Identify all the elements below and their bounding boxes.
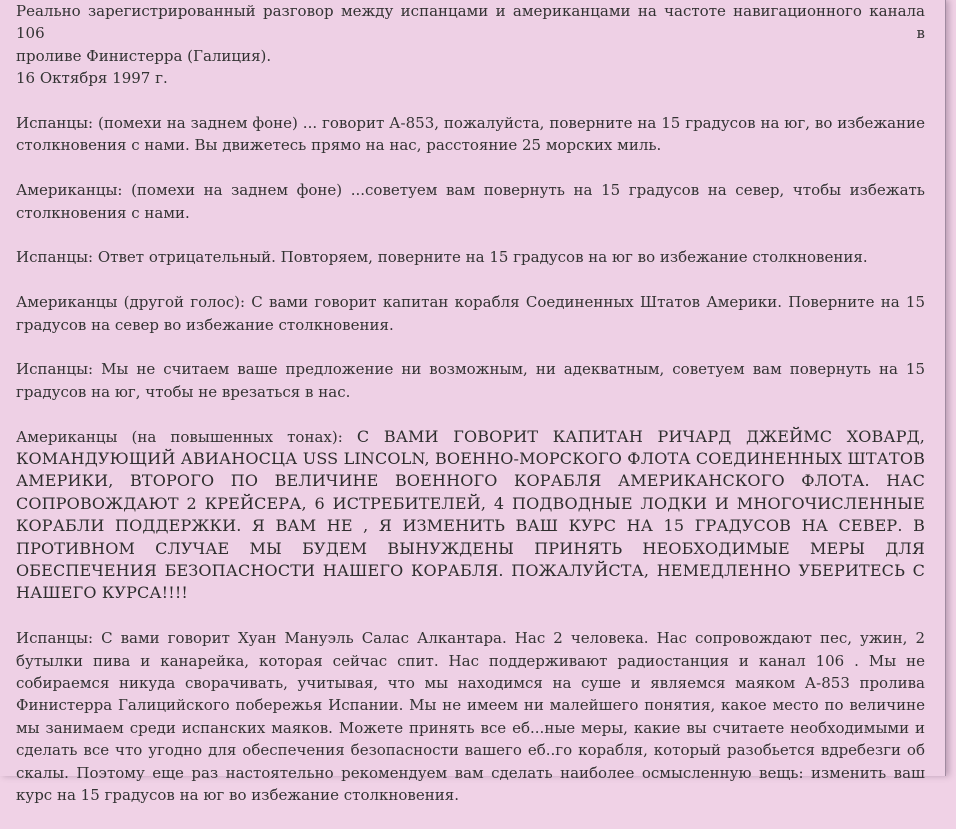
dialogue-text: Ответ отрицательный. Повторяем, поверните на 15 градусов на юг во избежание столкновения. (97, 248, 868, 267)
dialogue-paragraph-4 (16, 291, 925, 336)
speaker-label: Испанцы: (16, 114, 94, 133)
dialogue-paragraph-1 (16, 112, 925, 157)
intro-line-2: проливе Финистерра (Галиция). (16, 46, 272, 65)
dialogue-text: (другой голос): С вами говорит капитан корабля Соединенных Штатов Америки. Поверните на 15 градусов на север во избежание столкновения. (16, 293, 925, 334)
intro-paragraph (16, 0, 925, 90)
dialogue-paragraph-5 (16, 358, 925, 403)
dialogue-paragraph-3 (16, 246, 925, 268)
dialogue-paragraph-7 (16, 627, 925, 806)
speaker-label: Американцы (16, 427, 118, 446)
speaker-label: Испанцы: (16, 629, 94, 648)
speaker-label: Американцы (16, 293, 118, 312)
dialogue-paragraph-6 (16, 426, 925, 605)
shouted-text: С ВАМИ ГОВОРИТ КАПИТАН РИЧАРД ДЖЕЙМС ХОВАРД, КОМАНДУЮЩИЙ АВИАНОСЦА USS LINCOLN, ВОЕННО-МОРСКОГО ФЛОТА СОЕДИНЕННЫХ ШТАТОВ АМЕРИКИ, ВТОРОГО ПО ВЕЛИЧИНЕ ВОЕННОГО КОРАБЛЯ АМЕРИКАНСКОГО ФЛОТА. НАС СОПРОВОЖДАЮТ 2 КРЕЙСЕРА, 6 ИСТРЕБИТЕЛЕЙ, 4 ПОДВОДНЫЕ ЛОДКИ И МНОГОЧИСЛЕННЫЕ КОРАБЛИ ПОДДЕРЖКИ. Я ВАМ НЕ , Я ИЗМЕНИТЬ ВАШ КУРС НА 15 ГРАДУСОВ НА СЕВЕР. В ПРОТИВНОМ СЛУЧАЕ МЫ БУДЕМ ВЫНУЖДЕНЫ ПРИНЯТЬ НЕОБХОДИМЫЕ МЕРЫ ДЛЯ ОБЕСПЕЧЕНИЯ БЕЗОПАСНОСТИ НАШЕГО КОРАБЛЯ. ПОЖАЛУЙСТА, НЕМЕДЛЕННО УБЕРИТЕСЬ С НАШЕГО КУРСА!!!! (16, 426, 925, 603)
dialogue-text: С вами говорит Хуан Мануэль Салас Алкантара. Нас 2 человека. Нас сопровождают пес, ужин, 2 бутылки пива и канарейка, которая сейчас спит. Нас поддерживают радиостанция и канал 106 . Мы не собираемся никуда сворачивать, учитывая, что мы находимся на суше и являемся маяком А-853 пролива Финистерра Галицийского побережья Испании. Мы не имеем ни малейшего понятия, какое место по величине мы занимаем среди испанских маяков. Можете принять все еб...ные меры, какие вы считаете необходимыми и сделать все что угодно для обеспечения безопасности вашего еб..го корабля, который разобьется вдребезги об скалы. Поэтому еще раз настоятельно рекомендуем вам сделать наиболее осмысленную вещь: изменить ваш курс на 15 градусов на юг во избежание столкновения. (16, 629, 925, 805)
dialogue-text: (помехи на заднем фоне) ...советуем вам повернуть на 15 градусов на север, чтобы избежать столкновения с нами. (16, 181, 925, 222)
dialogue-text: Мы не считаем ваше предложение ни возможным, ни адекватным, советуем вам повернуть на 15 градусов на юг, чтобы не врезаться в нас. (16, 360, 925, 401)
article-body (16, 0, 925, 829)
dialogue-paragraph-2 (16, 179, 925, 224)
speaker-label: Испанцы: (16, 360, 94, 379)
intro-date: 16 Октября 1997 г. (16, 69, 168, 88)
speaker-label: Испанцы: (16, 248, 94, 267)
intro-line-1: Реально зарегистрированный разговор между испанцами и американцами на частоте навигационного канала 106 в (16, 2, 925, 43)
speaker-label: Американцы: (16, 181, 123, 200)
dialogue-text: (на повышенных тонах): (131, 427, 343, 446)
dialogue-text: (помехи на заднем фоне) ... говорит А-853, пожалуйста, поверните на 15 градусов на юг, во избежание столкновения с нами. Вы движетесь прямо на нас, расстояние 25 морских миль. (16, 114, 925, 155)
